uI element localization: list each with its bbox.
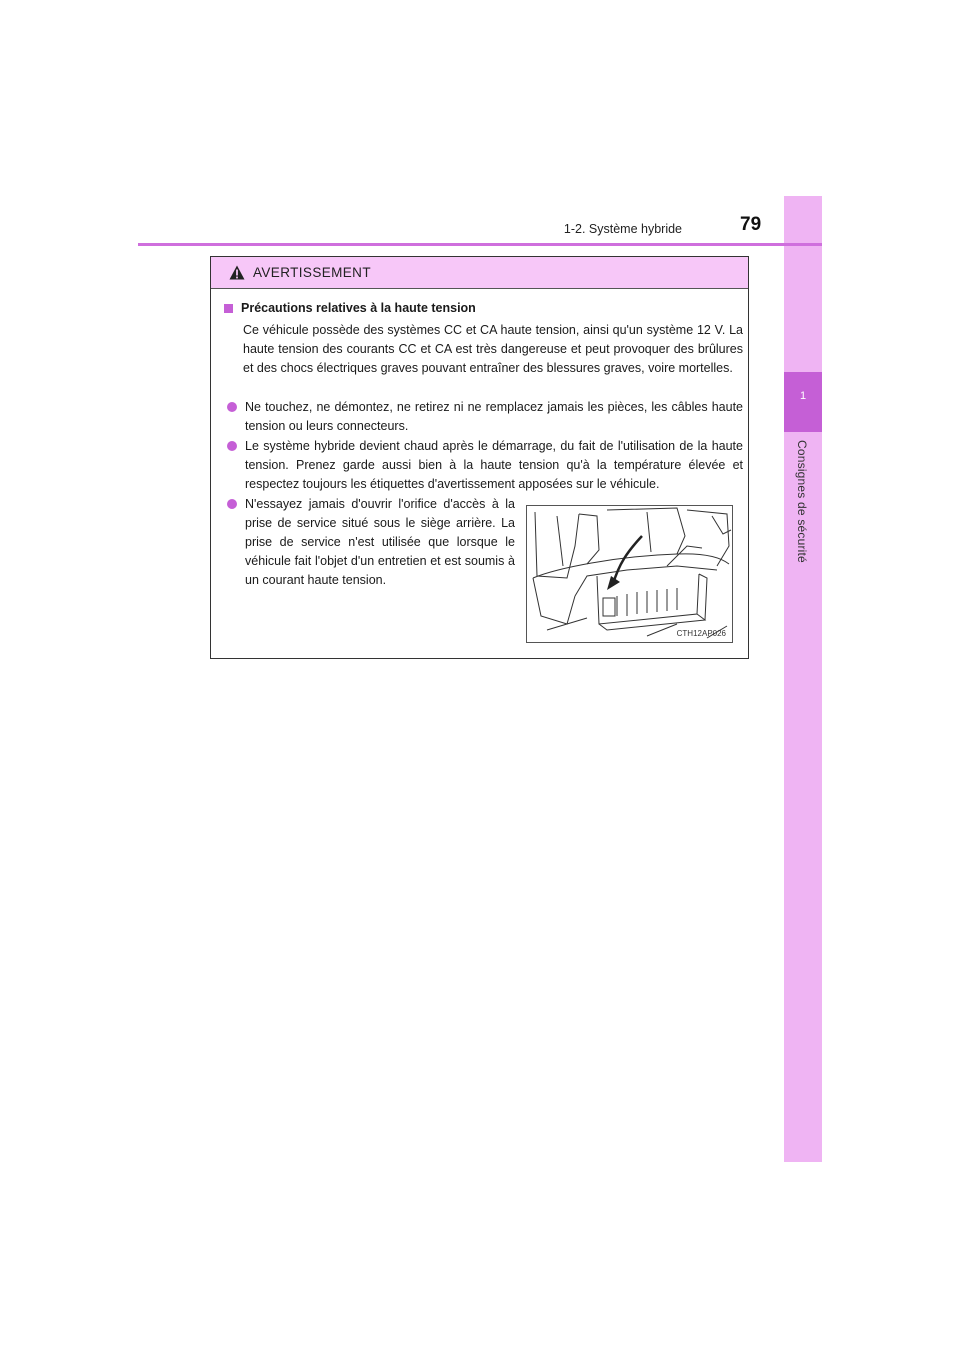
chapter-number: 1 xyxy=(799,390,807,402)
warning-triangle-icon xyxy=(229,265,245,280)
warning-heading-text: Précautions relatives à la haute tension xyxy=(241,301,476,315)
rear-seat-drawing xyxy=(527,506,732,642)
circle-bullet-icon xyxy=(227,402,237,412)
chapter-label: Consignes de sécurité xyxy=(795,440,809,563)
chapter-marker xyxy=(784,372,822,432)
circle-bullet-icon xyxy=(227,441,237,451)
warning-box xyxy=(210,256,749,659)
warning-header xyxy=(211,257,748,289)
bullet-text: Ne touchez, ne démontez, ne retirez ni ne remplacez jamais les pièces, les câbles haute tension ou leurs connecteurs. xyxy=(245,400,743,433)
warning-title: AVERTISSEMENT xyxy=(253,265,371,280)
warning-intro: Ce véhicule possède des systèmes CC et CA haute tension, ainsi qu'un système 12 V. La haute tension des courants CC et CA est très dangereuse et peut provoquer des brûlures et des chocs électriques graves pouvant entraîner des blessures graves, voire mortelles. xyxy=(243,323,743,375)
bullet-text: Le système hybride devient chaud après le démarrage, du fait de l'utilisation de la haute tension. Prenez garde aussi bien à la haute tension qu'à la température élevée et respectez toujours les étiquettes d'avertissement apposées sur le véhicule. xyxy=(245,439,743,491)
square-bullet-icon xyxy=(224,304,233,313)
circle-bullet-icon xyxy=(227,499,237,509)
figure-code: CTH12AP026 xyxy=(676,629,726,638)
warning-heading xyxy=(224,301,476,315)
bullet-item xyxy=(227,437,743,494)
chapter-side-tab xyxy=(784,196,822,1162)
page-number: 79 xyxy=(740,214,762,235)
section-title: 1-2. Système hybride xyxy=(563,222,682,236)
header-rule xyxy=(138,243,822,246)
bullet-item xyxy=(227,398,743,436)
bullet-text: N'essayez jamais d'ouvrir l'orifice d'accès à la prise de service situé sous le siège arrière. La prise de service n'est utilisée que lorsque le véhicule fait l'objet d'un entretien et est soumis à un courant haute tension. xyxy=(245,497,515,587)
bullet-item xyxy=(227,495,515,590)
service-plug-illustration xyxy=(526,505,733,643)
